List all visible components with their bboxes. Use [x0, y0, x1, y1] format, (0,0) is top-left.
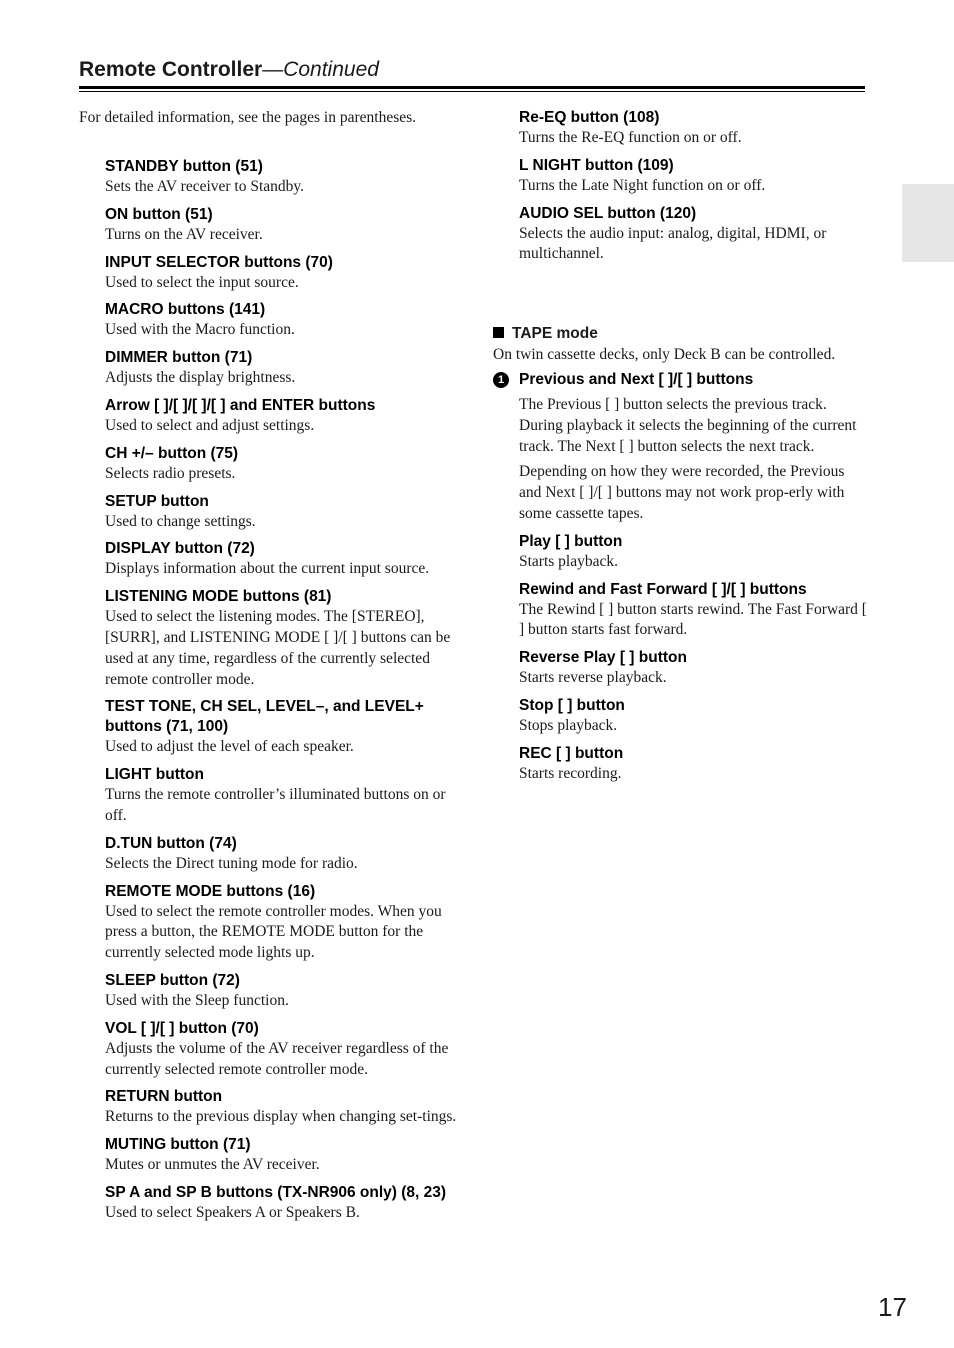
- entry-title: STANDBY button (51): [105, 158, 263, 175]
- entry-desc: Adjusts the volume of the AV receiver regardless of the currently selected remote controller mode.: [105, 1039, 449, 1078]
- tape-intro: On twin cassette decks, only Deck B can be controlled.: [493, 346, 836, 363]
- entry-title: REMOTE MODE buttons (16): [105, 882, 316, 900]
- entry-sleep: [105, 971, 460, 1012]
- tape-item-prev-next: [519, 370, 869, 525]
- tape-heading: [493, 324, 869, 344]
- entry-title: LIGHT button: [105, 766, 204, 784]
- entry-title: LISTENING MODE buttons (81): [105, 588, 332, 606]
- entry-input-selector: [105, 253, 460, 294]
- page-title: Remote Controller: [79, 58, 263, 81]
- tape-item-para: The Rewind [ ] button starts rewind. The Fast Forward [ ] button starts fast forward.: [519, 600, 867, 639]
- entry-macro: [105, 300, 460, 341]
- entry-title: MACRO buttons (141): [105, 301, 266, 319]
- entry-listening-mode: [105, 587, 460, 690]
- entry-title: D.TUN button (74): [105, 834, 237, 852]
- entry-standby: [105, 157, 460, 198]
- tape-heading-text: TAPE mode: [512, 325, 598, 342]
- number-one-icon: 1: [493, 372, 509, 388]
- tape-item-title: Stop [ ] button: [519, 696, 625, 714]
- entry-re-eq: [519, 108, 869, 149]
- entry-desc: Used with the Sleep function.: [105, 991, 289, 1009]
- entry-title: DIMMER button (71): [105, 349, 253, 367]
- entry-return: [105, 1087, 460, 1128]
- entry-title: SLEEP button (72): [105, 971, 240, 989]
- entry-title: TEST TONE, CH SEL, LEVEL–, and LEVEL+ buttons (71, 100): [105, 698, 424, 736]
- entry-desc: Selects the Direct tuning mode for radio.: [105, 854, 358, 872]
- entry-remote-mode: [105, 882, 460, 964]
- tape-item-para: Starts recording.: [519, 764, 622, 782]
- entry-title: RETURN button: [105, 1088, 223, 1106]
- entry-title: MUTING button (71): [105, 1136, 251, 1154]
- tape-item-para: Starts reverse playback.: [519, 669, 667, 687]
- header-rule-thick: [79, 86, 865, 89]
- entry-title: VOL [ ]/[ ] button (70): [105, 1019, 259, 1037]
- entry-desc: Used with the Macro function.: [105, 321, 295, 339]
- entry-test-tone: [105, 697, 460, 758]
- entry-desc: Sets the AV receiver to Standby.: [105, 178, 305, 195]
- entry-title: Re-EQ button (108): [519, 109, 660, 126]
- entry-display: [105, 539, 460, 580]
- page-header: [79, 56, 865, 84]
- entry-light: [105, 765, 460, 827]
- intro-text: For detailed information, see the pages in parentheses.: [79, 109, 417, 126]
- tape-item-stop: [519, 696, 869, 737]
- tape-item-para: Starts playback.: [519, 552, 619, 570]
- entry-desc: Returns to the previous display when changing set-tings.: [105, 1108, 457, 1126]
- entry-dimmer: [105, 348, 460, 389]
- continued-label: —Continued: [262, 58, 379, 81]
- entry-arrow: [105, 396, 460, 437]
- entry-desc: Mutes or unmutes the AV receiver.: [105, 1156, 320, 1174]
- entry-on: [105, 205, 460, 246]
- entry-setup: [105, 492, 460, 533]
- entry-desc: Turns on the AV receiver.: [105, 225, 263, 243]
- entry-desc: Turns the Late Night function on or off.: [519, 176, 766, 194]
- entry-desc: Used to adjust the level of each speaker.: [105, 738, 354, 756]
- entry-l-night: [519, 156, 869, 197]
- tape-item-title: Play [ ] button: [519, 532, 623, 550]
- entry-title: Arrow [ ]/[ ]/[ ]/[ ] and ENTER buttons: [105, 396, 376, 414]
- entry-ch: [105, 444, 460, 485]
- entry-title: SP A and SP B buttons (TX-NR906 only) (8, 23): [105, 1183, 447, 1201]
- entry-title: SETUP button: [105, 492, 209, 510]
- tape-list: [493, 370, 869, 785]
- right-column: [519, 108, 869, 272]
- tape-item-play: [519, 532, 869, 573]
- entry-title: L NIGHT button (109): [519, 156, 674, 174]
- header-rule-thin: [79, 91, 865, 92]
- entry-title: DISPLAY button (72): [105, 540, 255, 558]
- tape-item-para: Stops playback.: [519, 716, 618, 734]
- entry-title: AUDIO SEL button (120): [519, 204, 697, 222]
- tape-item-title: Reverse Play [ ] button: [519, 649, 687, 667]
- entry-desc: Adjusts the display brightness.: [105, 369, 296, 387]
- entry-desc: Displays information about the current input source.: [105, 560, 430, 578]
- entry-desc: Used to select and adjust settings.: [105, 416, 315, 434]
- entry-muting: [105, 1135, 460, 1176]
- left-column: [105, 157, 460, 1231]
- section-tab: [902, 184, 954, 262]
- entry-desc: Selects radio presets.: [105, 464, 236, 482]
- entry-desc: Used to select Speakers A or Speakers B.: [105, 1203, 360, 1221]
- entry-desc: Used to select the listening modes. The [STEREO], [SURR], and LISTENING MODE [ ]/[ ] buttons can be used at any time, regardless of the currently selected remote controller mode.: [105, 608, 451, 688]
- entry-audio-sel: [519, 204, 869, 266]
- entry-desc: Selects the audio input: analog, digital, HDMI, or multichannel.: [519, 224, 827, 263]
- entry-desc: Used to change settings.: [105, 512, 256, 530]
- tape-item-title: Previous and Next [ ]/[ ] buttons: [519, 371, 754, 388]
- tape-item-title: Rewind and Fast Forward [ ]/[ ] buttons: [519, 580, 807, 598]
- entry-title: INPUT SELECTOR buttons (70): [105, 253, 333, 271]
- tape-item-para: The Previous [ ] button selects the previous track. During playback it selects the beginning of the current track. The Next [ ] button selects the next track.: [519, 396, 857, 455]
- entry-title: CH +/– button (75): [105, 444, 239, 462]
- tape-item-rew-ff: [519, 580, 869, 642]
- tape-item-para: Depending on how they were recorded, the Previous and Next [ ]/[ ] buttons may not work prop-erly with some cassette tapes.: [519, 463, 845, 522]
- entry-desc: Turns the Re-EQ function on or off.: [519, 129, 742, 146]
- page-number: 17: [878, 1292, 907, 1322]
- entry-desc: Used to select the input source.: [105, 273, 299, 291]
- entry-sp-ab: [105, 1183, 460, 1224]
- entry-title: ON button (51): [105, 205, 213, 223]
- entry-desc: Turns the remote controller’s illuminated buttons on or off.: [105, 786, 446, 824]
- tape-item-reverse-play: [519, 648, 869, 689]
- entry-desc: Used to select the remote controller modes. When you press a button, the REMOTE MODE button for the currently selected mode lights up.: [105, 902, 442, 962]
- tape-item-rec: [519, 744, 869, 785]
- tape-item-title: REC [ ] button: [519, 744, 624, 762]
- entry-dtun: [105, 834, 460, 875]
- square-bullet-icon: [493, 327, 504, 338]
- entry-vol: [105, 1019, 460, 1081]
- tape-mode-section: [493, 324, 869, 792]
